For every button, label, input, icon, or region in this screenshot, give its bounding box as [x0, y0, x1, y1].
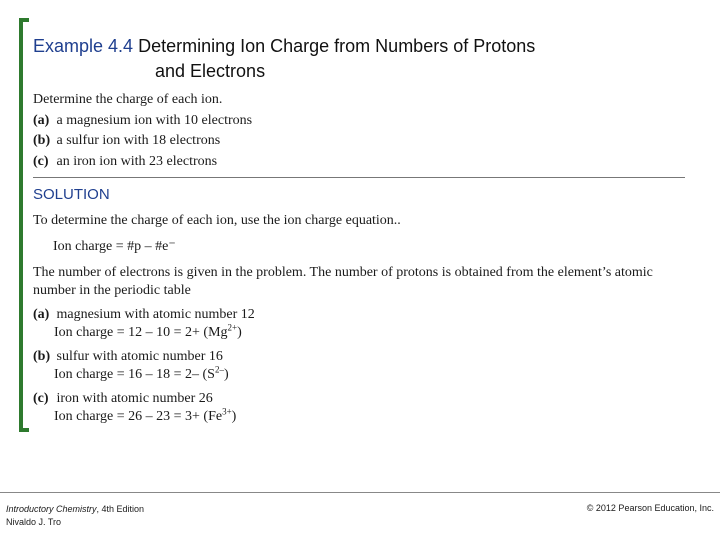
answer-calc: Ion charge = 16 – 18 = 2– — [54, 367, 200, 382]
answer-b — [33, 348, 229, 384]
book-edition: , 4th Edition — [96, 504, 145, 514]
solution-heading: SOLUTION — [33, 186, 110, 203]
example-title-line1: Determining Ion Charge from Numbers of Protons — [138, 36, 536, 56]
book-title: Introductory Chemistry — [6, 504, 97, 514]
answer-line1: sulfur with atomic number 16 — [56, 349, 223, 364]
footer-divider — [0, 492, 720, 493]
green-bracket-decoration — [19, 18, 29, 432]
solution-intro: To determine the charge of each ion, use the ion charge equation.. — [33, 213, 401, 228]
answer-close: ) — [231, 409, 237, 424]
answer-charge: 2+ — [227, 322, 238, 333]
problem-item — [33, 152, 252, 173]
answer-a — [33, 306, 255, 342]
answer-calc: Ion charge = 26 – 23 = 3+ — [54, 409, 200, 424]
answer-line2 — [33, 408, 236, 426]
answer-line2 — [33, 366, 229, 384]
answer-ion: (Fe — [203, 409, 223, 424]
item-tag: (c) — [33, 153, 49, 169]
copyright-notice: © 2012 Pearson Education, Inc. — [586, 503, 714, 513]
answer-charge: 3+ — [222, 406, 232, 417]
item-text: a sulfur ion with 18 electrons — [56, 133, 221, 148]
item-tag: (b) — [33, 133, 51, 148]
book-author: Nivaldo J. Tro — [6, 517, 62, 527]
example-title-line2: and Electrons — [155, 61, 266, 81]
paragraph-line: The number of electrons is given in the problem. The number of protons is obtained from the element’s atomic — [33, 265, 653, 280]
problem-intro: Determine the charge of each ion. — [33, 92, 223, 107]
answer-tag: (a) — [33, 307, 50, 322]
problem-statement — [33, 90, 252, 172]
answer-ion: (S — [202, 367, 215, 382]
divider — [33, 177, 685, 178]
item-tag: (a) — [33, 112, 50, 128]
answer-line2 — [33, 324, 255, 342]
answer-close: ) — [223, 367, 229, 382]
ion-charge-equation: Ion charge = #p – #e⁻ — [53, 239, 176, 254]
answer-charge: 2– — [214, 364, 224, 375]
answer-line1: magnesium with atomic number 12 — [56, 307, 255, 322]
answer-tag: (b) — [33, 349, 51, 364]
answer-line1: iron with atomic number 26 — [56, 391, 213, 406]
item-text: an iron ion with 23 electrons — [56, 153, 218, 169]
item-text: a magnesium ion with 10 electrons — [56, 112, 253, 128]
problem-item — [33, 131, 252, 152]
footer-citation — [6, 503, 144, 529]
paragraph-line: number in the periodic table — [33, 283, 191, 298]
solution-paragraph — [33, 264, 653, 300]
answer-c — [33, 390, 236, 426]
answer-calc: Ion charge = 12 – 10 = 2+ — [54, 325, 200, 340]
example-title — [33, 34, 535, 84]
answer-ion: (Mg — [203, 325, 228, 340]
problem-item — [33, 111, 252, 132]
answer-tag: (c) — [33, 391, 49, 406]
answer-close: ) — [237, 325, 242, 340]
example-label: Example 4.4 — [33, 36, 134, 56]
